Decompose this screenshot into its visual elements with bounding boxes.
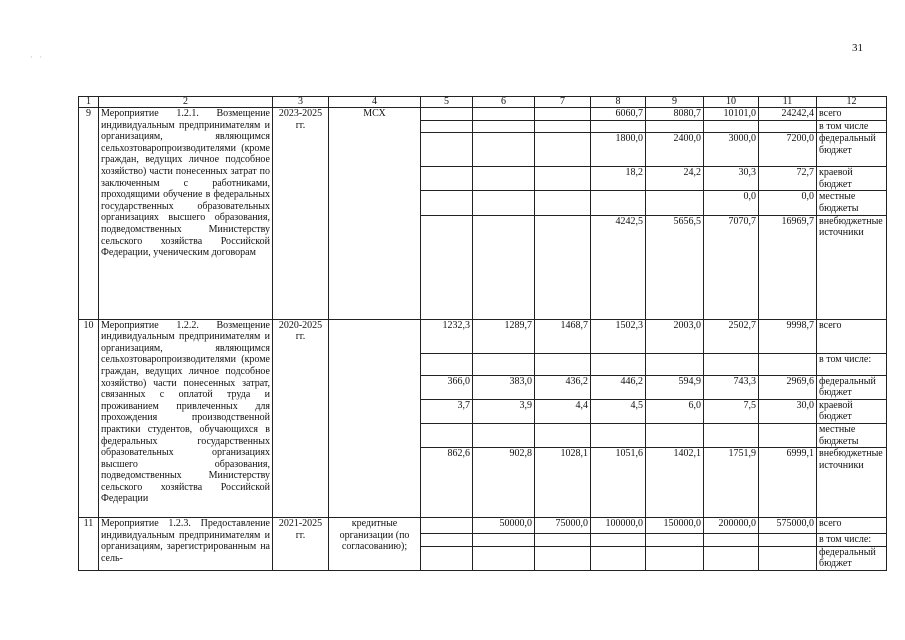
measure-description: Мероприятие 1.2.2. Возмещение индивидуальным предпринимателям и организациям, являющимся сельхозтоваропроизводителями (кроме граждан, ведущих личное подсобное хозяйство) части понесенных затрат, связанных с оплатой труда и проживанием привлеченных для прохождения производственной практики студентов, обучающихся в федеральных государственных образовательных организациях высшего образования, подведомственных Министерству сельского хозяйства Российской Федерации (99, 319, 273, 518)
amount-cell-v9: 150000,0 (646, 518, 704, 534)
table-row (79, 108, 887, 121)
amount-cell-v5 (421, 215, 473, 319)
amount-cell-v7 (535, 423, 591, 447)
amount-cell-v9: 8080,7 (646, 108, 704, 121)
amount-cell-v8 (591, 120, 646, 133)
header-cell-9: 9 (646, 97, 704, 108)
amount-cell-v10 (704, 534, 759, 547)
header-row (79, 97, 887, 108)
period-cell: 2023-2025 гг. (273, 108, 329, 320)
header-cell-10: 10 (704, 97, 759, 108)
measure-description: Мероприятие 1.2.1. Возмещение индивидуальным предпринимателям и организациям, являющимся сельхозтоваропроизводителями (кроме граждан, ведущих личное подсобное хозяйство) части понесенных затрат по заключенным с работниками, проходящими обучение в федеральных государственных образовательных организациях высшего образования, подведомственных Министерству сельского хозяйства Российской Федерации, ученическим договорам (99, 108, 273, 320)
scan-speck: · · (30, 52, 45, 62)
amount-cell-v6 (473, 191, 535, 215)
amount-cell-v8: 18,2 (591, 167, 646, 191)
amount-cell-v11: 7200,0 (759, 133, 817, 167)
amount-cell-v11: 72,7 (759, 167, 817, 191)
funding-source-cell: в том числе: (817, 353, 887, 375)
amount-cell-v9: 1402,1 (646, 448, 704, 518)
amount-cell-v10: 1751,9 (704, 448, 759, 518)
amount-cell-v11 (759, 353, 817, 375)
amount-cell-v5: 1232,3 (421, 319, 473, 353)
amount-cell-v9: 5656,5 (646, 215, 704, 319)
header-cell-8: 8 (591, 97, 646, 108)
amount-cell-v8 (591, 534, 646, 547)
amount-cell-v7: 1468,7 (535, 319, 591, 353)
amount-cell-v5: 862,6 (421, 448, 473, 518)
amount-cell-v11: 0,0 (759, 191, 817, 215)
funding-source-cell: всего (817, 319, 887, 353)
amount-cell-v5 (421, 546, 473, 570)
funding-source-cell: федеральный бюджет (817, 375, 887, 399)
amount-cell-v9: 24,2 (646, 167, 704, 191)
amount-cell-v7 (535, 191, 591, 215)
amount-cell-v6: 383,0 (473, 375, 535, 399)
amount-cell-v10 (704, 120, 759, 133)
header-cell-7: 7 (535, 97, 591, 108)
amount-cell-v11: 6999,1 (759, 448, 817, 518)
amount-cell-v7 (535, 108, 591, 121)
amount-cell-v7 (535, 353, 591, 375)
row-number: 11 (79, 518, 99, 571)
amount-cell-v5 (421, 518, 473, 534)
amount-cell-v5 (421, 108, 473, 121)
amount-cell-v11 (759, 120, 817, 133)
amount-cell-v5 (421, 191, 473, 215)
row-number: 10 (79, 319, 99, 518)
amount-cell-v5 (421, 167, 473, 191)
amount-cell-v8: 1800,0 (591, 133, 646, 167)
amount-cell-v8: 1502,3 (591, 319, 646, 353)
amount-cell-v11 (759, 534, 817, 547)
funding-source-cell: местные бюджеты (817, 423, 887, 447)
amount-cell-v7: 436,2 (535, 375, 591, 399)
amount-cell-v6 (473, 215, 535, 319)
amount-cell-v11: 30,0 (759, 399, 817, 423)
amount-cell-v7: 75000,0 (535, 518, 591, 534)
amount-cell-v8: 4,5 (591, 399, 646, 423)
header-cell-6: 6 (473, 97, 535, 108)
measure-description: Мероприятие 1.2.3. Предоставление индивидуальным предпринимателям и организациям, зарегистрированным на сель- (99, 518, 273, 571)
amount-cell-v9 (646, 534, 704, 547)
amount-cell-v9 (646, 191, 704, 215)
amount-cell-v8: 6060,7 (591, 108, 646, 121)
amount-cell-v8: 1051,6 (591, 448, 646, 518)
amount-cell-v10: 3000,0 (704, 133, 759, 167)
amount-cell-v6 (473, 167, 535, 191)
amount-cell-v6 (473, 120, 535, 133)
period-cell: 2020-2025 гг. (273, 319, 329, 518)
amount-cell-v10 (704, 423, 759, 447)
amount-cell-v10: 2502,7 (704, 319, 759, 353)
funding-source-cell: всего (817, 518, 887, 534)
amount-cell-v11: 2969,6 (759, 375, 817, 399)
amount-cell-v9 (646, 423, 704, 447)
amount-cell-v10 (704, 546, 759, 570)
amount-cell-v10: 30,3 (704, 167, 759, 191)
amount-cell-v6: 50000,0 (473, 518, 535, 534)
amount-cell-v8: 446,2 (591, 375, 646, 399)
amount-cell-v11: 9998,7 (759, 319, 817, 353)
funding-source-cell: краевой бюджет (817, 167, 887, 191)
header-cell-5: 5 (421, 97, 473, 108)
funding-source-cell: в том числе: (817, 534, 887, 547)
funding-source-cell: местные бюджеты (817, 191, 887, 215)
amount-cell-v5 (421, 353, 473, 375)
executor-cell: кредитные организации (по согласованию); (329, 518, 421, 571)
amount-cell-v10: 743,3 (704, 375, 759, 399)
amount-cell-v6 (473, 133, 535, 167)
funding-source-cell: внебюджетные источники (817, 215, 887, 319)
amount-cell-v6 (473, 423, 535, 447)
row-number: 9 (79, 108, 99, 320)
table-row (79, 319, 887, 353)
amount-cell-v5 (421, 120, 473, 133)
executor-cell (329, 319, 421, 518)
amount-cell-v10: 200000,0 (704, 518, 759, 534)
amount-cell-v10: 0,0 (704, 191, 759, 215)
amount-cell-v5: 3,7 (421, 399, 473, 423)
header-cell-11: 11 (759, 97, 817, 108)
amount-cell-v11 (759, 423, 817, 447)
amount-cell-v5 (421, 423, 473, 447)
amount-cell-v10 (704, 353, 759, 375)
amount-cell-v6: 3,9 (473, 399, 535, 423)
table-body (79, 97, 887, 571)
amount-cell-v6: 1289,7 (473, 319, 535, 353)
amount-cell-v10: 7,5 (704, 399, 759, 423)
amount-cell-v8: 100000,0 (591, 518, 646, 534)
funding-source-cell: всего (817, 108, 887, 121)
funding-source-cell: в том числе (817, 120, 887, 133)
amount-cell-v6: 902,8 (473, 448, 535, 518)
amount-cell-v8 (591, 191, 646, 215)
amount-cell-v7 (535, 133, 591, 167)
header-cell-4: 4 (329, 97, 421, 108)
period-cell: 2021-2025 гг. (273, 518, 329, 571)
amount-cell-v6 (473, 546, 535, 570)
amount-cell-v6 (473, 534, 535, 547)
amount-cell-v10: 7070,7 (704, 215, 759, 319)
funding-source-cell: внебюджетные источники (817, 448, 887, 518)
amount-cell-v9: 594,9 (646, 375, 704, 399)
amount-cell-v10: 10101,0 (704, 108, 759, 121)
executor-cell: МСХ (329, 108, 421, 320)
page-number: 31 (852, 42, 863, 54)
amount-cell-v9: 2400,0 (646, 133, 704, 167)
amount-cell-v6 (473, 353, 535, 375)
amount-cell-v11 (759, 546, 817, 570)
amount-cell-v11: 24242,4 (759, 108, 817, 121)
amount-cell-v7 (535, 120, 591, 133)
amount-cell-v6 (473, 108, 535, 121)
budget-table (78, 96, 887, 571)
header-cell-2: 2 (99, 97, 273, 108)
amount-cell-v7 (535, 546, 591, 570)
amount-cell-v7: 1028,1 (535, 448, 591, 518)
amount-cell-v7 (535, 167, 591, 191)
amount-cell-v9 (646, 120, 704, 133)
header-cell-12: 12 (817, 97, 887, 108)
table-row (79, 518, 887, 534)
amount-cell-v8 (591, 423, 646, 447)
amount-cell-v5: 366,0 (421, 375, 473, 399)
amount-cell-v7 (535, 534, 591, 547)
amount-cell-v11: 575000,0 (759, 518, 817, 534)
amount-cell-v9: 2003,0 (646, 319, 704, 353)
amount-cell-v7: 4,4 (535, 399, 591, 423)
amount-cell-v5 (421, 133, 473, 167)
amount-cell-v8 (591, 353, 646, 375)
funding-source-cell: краевой бюджет (817, 399, 887, 423)
funding-source-cell: федеральный бюджет (817, 133, 887, 167)
amount-cell-v9: 6,0 (646, 399, 704, 423)
header-cell-3: 3 (273, 97, 329, 108)
amount-cell-v9 (646, 546, 704, 570)
amount-cell-v11: 16969,7 (759, 215, 817, 319)
amount-cell-v7 (535, 215, 591, 319)
funding-source-cell: федеральный бюджет (817, 546, 887, 570)
header-cell-1: 1 (79, 97, 99, 108)
amount-cell-v8 (591, 546, 646, 570)
amount-cell-v9 (646, 353, 704, 375)
amount-cell-v8: 4242,5 (591, 215, 646, 319)
amount-cell-v5 (421, 534, 473, 547)
